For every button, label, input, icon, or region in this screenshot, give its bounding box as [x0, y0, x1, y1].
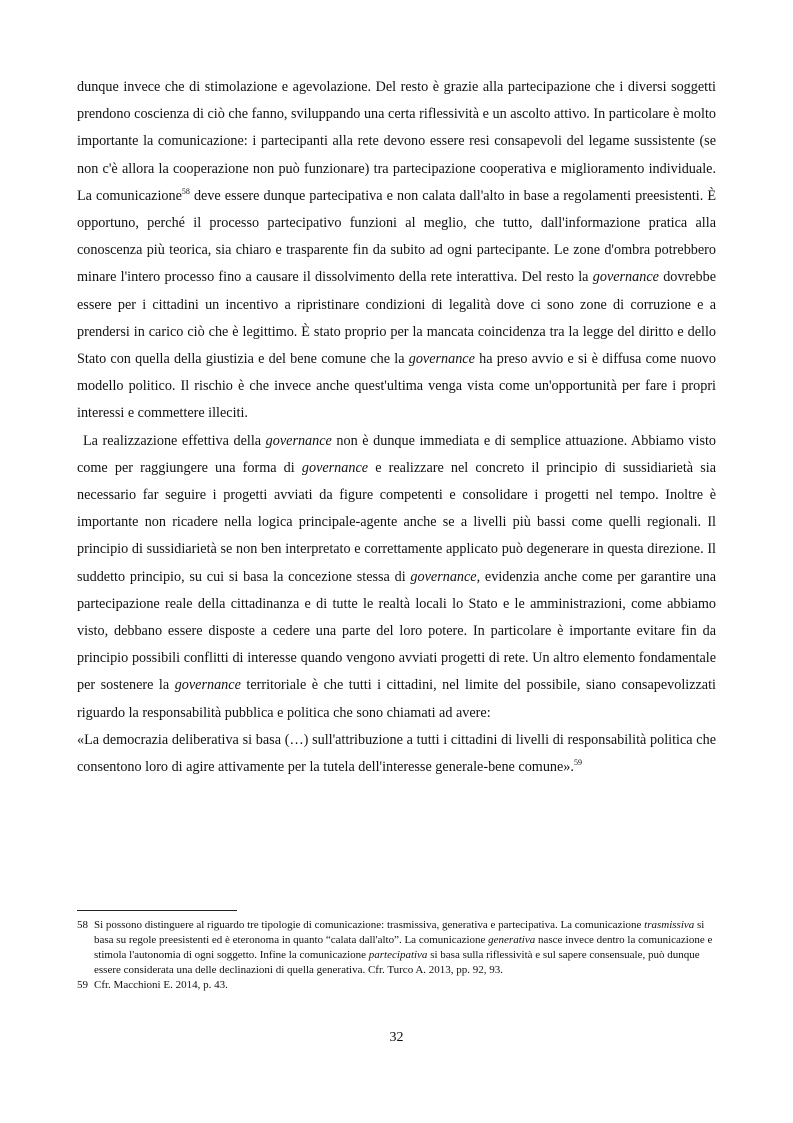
footnote-text — [94, 918, 716, 978]
italic-term: generativa — [488, 934, 536, 946]
footnote-text: Cfr. Macchioni E. 2014, p. 43. — [94, 979, 228, 991]
text-span: dovrebbe essere per i cittadini un incentivo a ripristinare condizioni di legalità dove ci sono zone di corruzione e a prendersi in carico ciò che è legittimo. È stato proprio per la mancata coincidenza tra la legge del diritto e dello Stato con quella della giustizia e del bene comune che la — [77, 269, 716, 368]
text-span: evidenzia anche come per garantire una partecipazione reale della cittadinanza e di tutte le realtà locali lo Stato e le amministrazioni, come abbiamo visto, debbano essere disposte a cedere una parte del loro potere. In particolare è importante evitare fin da principio possibili conflitti di interesse quando vengono avviati progetti di rete. Un altro elemento fondamentale per sostenere la — [77, 568, 716, 694]
text-span: La realizzazione effettiva della — [83, 432, 266, 449]
text-span: territoriale è che tutti i cittadini, nel limite del possibile, siano consapevolizzati riguardo la responsabilità pubblica e politica che sono chiamati ad avere: — [77, 677, 716, 721]
italic-term: governance — [301, 459, 369, 476]
page-number: 32 — [389, 1030, 404, 1045]
text-span: dunque invece che di stimolazione e agevolazione. Del resto è grazie alla partecipazione che i diversi soggetti prendono coscienza di ciò che fanno, sviluppando una certa riflessività e un ascolto attivo. In particolare è molto importante la comunicazione: i partecipanti alla rete devono essere resi consapevoli del legame sussistente (se non c'è allora la cooperazione non può funzionare) tra partecipazione cooperativa e miglioramento individuale. La comunicazione — [77, 79, 716, 204]
text-span: ha preso avvio e si è diffusa come nuovo modello politico. Il rischio è che invece anche quest'ultima venga vista come un'opportunità per fare i propri interessi e commettere illeciti. — [77, 351, 716, 422]
text-span: si basa sulla riflessività e sul sapere consensuale, può dunque essere considerata una delle declinazioni di quella generativa. Cfr. Turco A. 2013, pp. 92, 93. — [94, 949, 700, 976]
footnote-59 — [77, 978, 716, 993]
italic-term: trasmissiva — [644, 919, 695, 931]
italic-term: governance — [174, 677, 241, 694]
footnotes — [77, 918, 716, 993]
quote-text: «La democrazia deliberativa si basa (…) sull'attribuzione a tutti i cittadini di livelli di responsabilità politica che consentono loro di agire attivamente per la tutela dell'interesse generale-bene comune». — [77, 731, 716, 776]
italic-term: governance — [408, 351, 475, 368]
footnote-58 — [77, 918, 716, 978]
italic-term: governance — [265, 432, 332, 449]
block-quote — [77, 727, 716, 781]
italic-term: governance — [592, 269, 659, 286]
footnote-ref-58[interactable]: 58 — [181, 186, 190, 196]
footnote-separator — [77, 910, 237, 911]
footnote-number: 58 — [77, 919, 88, 931]
italic-term: governance, — [410, 568, 481, 585]
italic-term: partecipativa — [368, 949, 428, 961]
text-span: deve essere dunque partecipativa e non calata dall'alto in base a regolamenti preesistenti. È opportuno, perché il processo partecipativo funzioni al meglio, che tutto, dall'informazione pratica alla conoscenza più teorica, sia chiaro e trasparente fin da subito ad ogni partecipante. Le zone d'ombra potrebbero minare l'intero processo fino a causare il dissolvimento della rete interattiva. Del resto la — [77, 187, 716, 286]
main-text — [77, 74, 716, 781]
text-span: nasce invece dentro la comunicazione e stimola l'autonomia di ogni soggetto. Infine la comunicazione — [94, 934, 713, 961]
text-span: non è dunque immediata e di semplice attuazione. Abbiamo visto come per raggiungere una forma di — [77, 432, 717, 476]
paragraph-2 — [77, 428, 716, 727]
text-span: si basa su regole preesistenti ed è eteronoma in quanto “calata dall'alto”. La comunicazione — [94, 919, 705, 946]
paragraph-1 — [77, 74, 716, 428]
footnote-number: 59 — [77, 979, 88, 991]
text-span: Si possono distinguere al riguardo tre tipologie di comunicazione: trasmissiva, generativa e partecipativa. La comunicazione — [94, 919, 645, 931]
text-span: e realizzare nel concreto il principio di sussidiarietà sia necessario far seguire i progetti avviati da figure competenti e consolidare i progetti nel tempo. Inoltre è importante non ricadere nella logica principale-agente anche se a livelli più bassi come quelli regionali. Il principio di sussidiarietà se non ben interpretato e correttamente applicato può degenerare in questa direzione. Il suddetto principio, su cui si basa la concezione stessa di — [77, 459, 716, 585]
footnote-ref-59[interactable]: 59 — [573, 758, 582, 768]
